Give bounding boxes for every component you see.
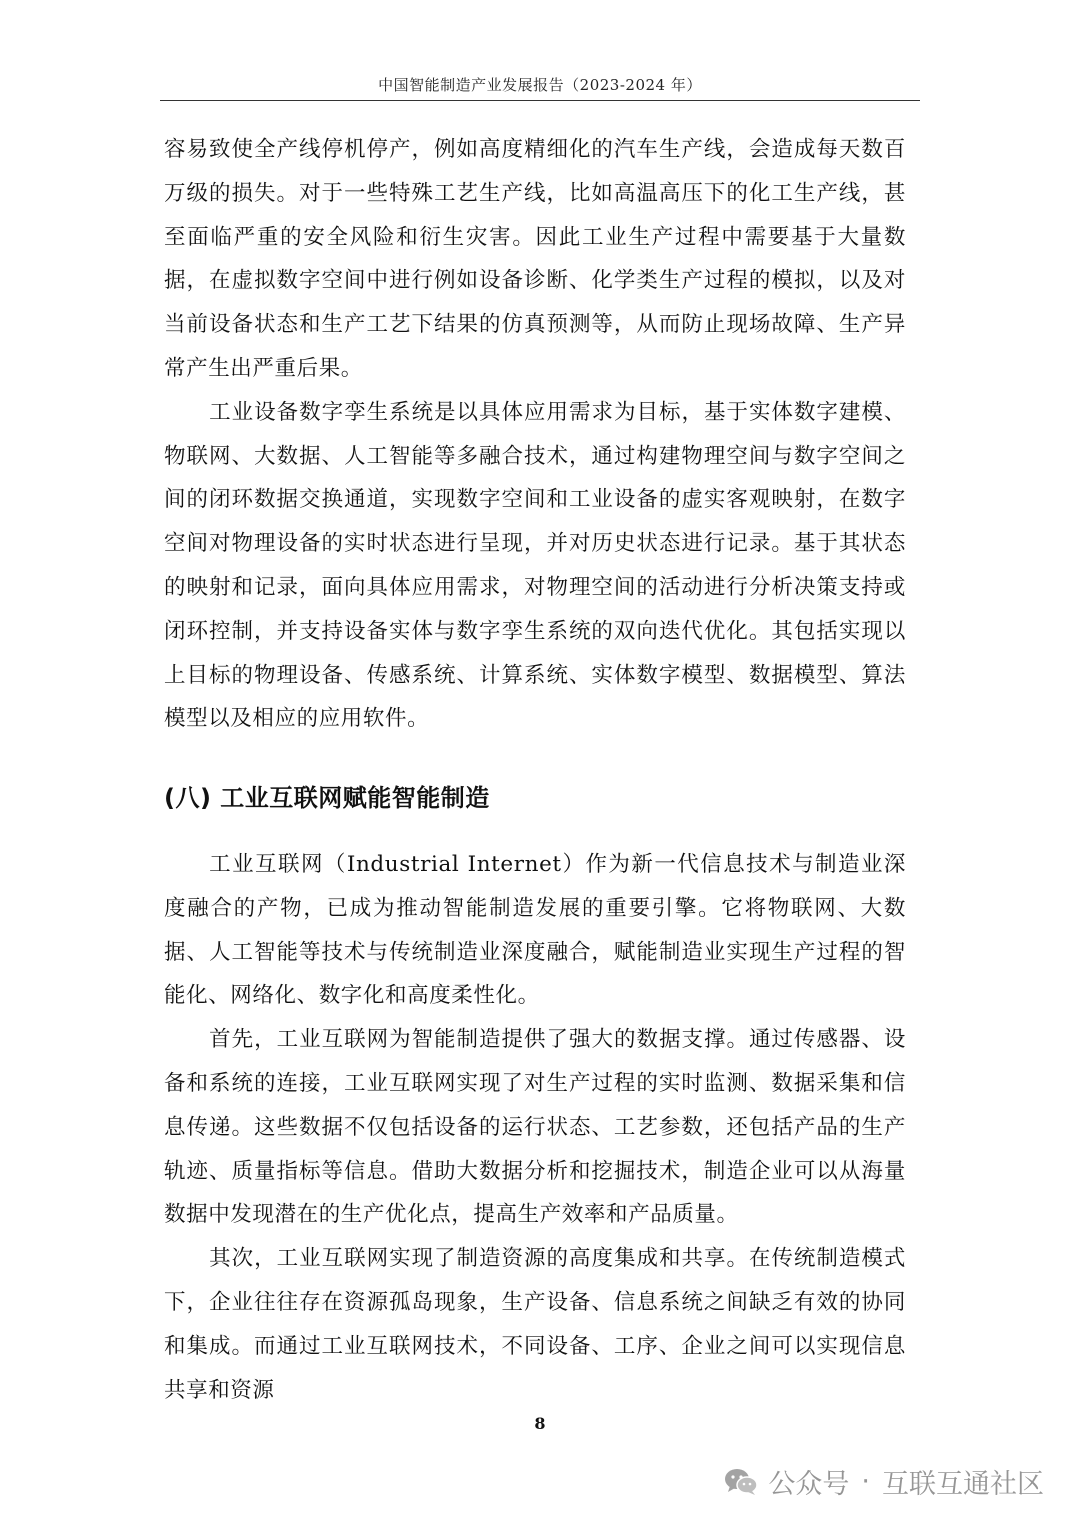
paragraph: 其次，工业互联网实现了制造资源的高度集成和共享。在传统制造模式下，企业往往存在资源孤岛现象，生产设备、信息系统之间缺乏有效的协同和集成。而通过工业互联网技术，不同设备、工序、企业之间可以实现信息共享和资源 [164, 1246, 906, 1403]
watermark-prefix: 公众号 [768, 1469, 850, 1500]
page-number: 8 [534, 1414, 546, 1433]
watermark-account: 互联互通社区 [882, 1469, 1044, 1500]
section-body-1 [164, 128, 906, 741]
header-divider [160, 100, 920, 101]
paragraph: 工业设备数字孪生系统是以具体应用需求为目标，基于实体数字建模、物联网、大数据、人工智能等多融合技术，通过构建物理空间与数字空间之间的闭环数据交换通道，实现数字空间和工业设备的虚实客观映射，在数字空间对物理设备的实时状态进行呈现，并对历史状态进行记录。基于其状态的映射和记录，面向具体应用需求，对物理空间的活动进行分析决策支持或闭环控制，并支持设备实体与数字孪生系统的双向迭代优化。其包括实现以上目标的物理设备、传感系统、计算系统、实体数字模型、数据模型、算法模型以及相应的应用软件。 [164, 399, 906, 732]
page-header: 中国智能制造产业发展报告（2023-2024 年） [378, 76, 702, 94]
wechat-icon [724, 1467, 758, 1497]
watermark-separator: · [861, 1466, 870, 1497]
section-body-2 [164, 843, 906, 1412]
paragraph: 首先，工业互联网为智能制造提供了强大的数据支撑。通过传感器、设备和系统的连接，工业互联网实现了对生产过程的实时监测、数据采集和信息传递。这些数据不仅包括设备的运行状态、工艺参数，还包括产品的生产轨迹、质量指标等信息。借助大数据分析和挖掘技术，制造企业可以从海量数据中发现潜在的生产优化点，提高生产效率和产品质量。 [164, 1027, 906, 1228]
section-heading: (八) 工业互联网赋能智能制造 [164, 784, 490, 812]
paragraph: 工业互联网（Industrial Internet）作为新一代信息技术与制造业深度融合的产物，已成为推动智能制造发展的重要引擎。它将物联网、大数据、人工智能等技术与传统制造业深度融合，赋能制造业实现生产过程的智能化、网络化、数字化和高度柔性化。 [164, 852, 906, 1009]
paragraph: 容易致使全产线停机停产，例如高度精细化的汽车生产线，会造成每天数百万级的损失。对于一些特殊工艺生产线，比如高温高压下的化工生产线，甚至面临严重的安全风险和衍生灾害。因此工业生产过程中需要基于大量数据，在虚拟数字空间中进行例如设备诊断、化学类生产过程的模拟，以及对当前设备状态和生产工艺下结果的仿真预测等，从而防止现场故障、生产异常产生出严重后果。 [164, 137, 906, 381]
watermark [724, 1462, 1044, 1501]
